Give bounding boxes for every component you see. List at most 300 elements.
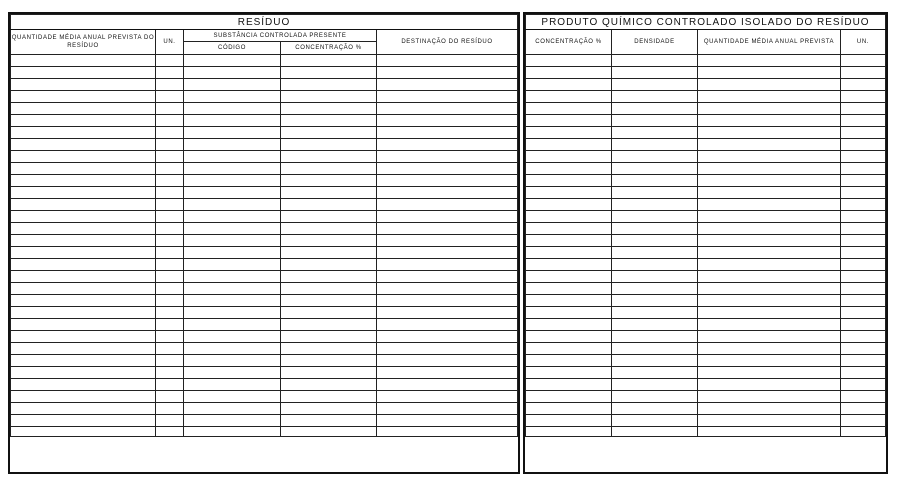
- table-cell[interactable]: [698, 343, 841, 355]
- table-cell[interactable]: [156, 115, 184, 127]
- table-cell[interactable]: [612, 271, 698, 283]
- table-cell[interactable]: [11, 367, 156, 379]
- table-cell[interactable]: [184, 115, 281, 127]
- table-cell[interactable]: [11, 379, 156, 391]
- table-cell[interactable]: [698, 319, 841, 331]
- table-row: [526, 139, 886, 151]
- table-cell[interactable]: [11, 67, 156, 79]
- table-cell[interactable]: [841, 175, 886, 187]
- table-cell[interactable]: [526, 163, 612, 175]
- table-cell[interactable]: [526, 319, 612, 331]
- table-cell[interactable]: [156, 235, 184, 247]
- table-cell[interactable]: [184, 367, 281, 379]
- table-cell[interactable]: [612, 295, 698, 307]
- table-cell[interactable]: [377, 355, 518, 367]
- table-row: [11, 127, 518, 139]
- table-cell[interactable]: [11, 139, 156, 151]
- table-cell[interactable]: [156, 355, 184, 367]
- table-cell[interactable]: [11, 187, 156, 199]
- table-cell[interactable]: [156, 295, 184, 307]
- table-cell[interactable]: [698, 403, 841, 415]
- table-cell[interactable]: [526, 79, 612, 91]
- table-cell[interactable]: [11, 295, 156, 307]
- table-cell[interactable]: [184, 247, 281, 259]
- table-cell[interactable]: [841, 379, 886, 391]
- table-cell[interactable]: [841, 355, 886, 367]
- table-cell[interactable]: [156, 55, 184, 67]
- table-cell[interactable]: [11, 91, 156, 103]
- table-cell[interactable]: [526, 55, 612, 67]
- table-cell[interactable]: [526, 415, 612, 427]
- table-cell[interactable]: [841, 367, 886, 379]
- table-cell[interactable]: [698, 331, 841, 343]
- table-cell[interactable]: [377, 235, 518, 247]
- table-cell[interactable]: [184, 127, 281, 139]
- table-cell[interactable]: [377, 151, 518, 163]
- table-cell[interactable]: [612, 139, 698, 151]
- table-cell[interactable]: [698, 103, 841, 115]
- table-cell[interactable]: [11, 127, 156, 139]
- table-row: [11, 55, 518, 67]
- table-cell[interactable]: [184, 67, 281, 79]
- table-cell[interactable]: [11, 199, 156, 211]
- table-cell[interactable]: [698, 151, 841, 163]
- table-cell[interactable]: [184, 211, 281, 223]
- table-cell[interactable]: [184, 319, 281, 331]
- table-cell[interactable]: [156, 391, 184, 403]
- table-cell[interactable]: [841, 295, 886, 307]
- table-cell[interactable]: [526, 91, 612, 103]
- table-cell[interactable]: [698, 175, 841, 187]
- table-cell[interactable]: [612, 283, 698, 295]
- table-cell[interactable]: [612, 223, 698, 235]
- table-cell[interactable]: [698, 55, 841, 67]
- table-cell[interactable]: [612, 307, 698, 319]
- table-cell[interactable]: [841, 91, 886, 103]
- table-cell[interactable]: [156, 67, 184, 79]
- table-cell[interactable]: [698, 67, 841, 79]
- table-cell[interactable]: [377, 163, 518, 175]
- table-cell[interactable]: [526, 379, 612, 391]
- table-cell[interactable]: [281, 391, 377, 403]
- table-cell[interactable]: [698, 163, 841, 175]
- table-cell[interactable]: [841, 199, 886, 211]
- table-cell[interactable]: [184, 271, 281, 283]
- table-cell[interactable]: [281, 187, 377, 199]
- table-cell[interactable]: [377, 379, 518, 391]
- table-cell[interactable]: [11, 427, 156, 437]
- table-cell[interactable]: [841, 307, 886, 319]
- table-cell[interactable]: [281, 379, 377, 391]
- table-cell[interactable]: [698, 379, 841, 391]
- table-cell[interactable]: [377, 247, 518, 259]
- table-cell[interactable]: [526, 199, 612, 211]
- table-cell[interactable]: [156, 259, 184, 271]
- table-cell[interactable]: [841, 319, 886, 331]
- table-cell[interactable]: [156, 331, 184, 343]
- table-cell[interactable]: [281, 91, 377, 103]
- table-cell[interactable]: [526, 103, 612, 115]
- table-cell[interactable]: [377, 199, 518, 211]
- table-cell[interactable]: [281, 271, 377, 283]
- table-cell[interactable]: [11, 247, 156, 259]
- table-cell[interactable]: [841, 331, 886, 343]
- table-cell[interactable]: [377, 103, 518, 115]
- table-cell[interactable]: [11, 151, 156, 163]
- table-cell[interactable]: [11, 115, 156, 127]
- table-cell[interactable]: [184, 343, 281, 355]
- table-cell[interactable]: [281, 127, 377, 139]
- table-cell[interactable]: [841, 283, 886, 295]
- table-cell[interactable]: [612, 415, 698, 427]
- table-cell[interactable]: [281, 55, 377, 67]
- table-cell[interactable]: [184, 163, 281, 175]
- table-cell[interactable]: [841, 187, 886, 199]
- table-cell[interactable]: [841, 247, 886, 259]
- table-cell[interactable]: [377, 115, 518, 127]
- table-cell[interactable]: [377, 91, 518, 103]
- table-cell[interactable]: [184, 91, 281, 103]
- table-cell[interactable]: [612, 379, 698, 391]
- table-cell[interactable]: [612, 319, 698, 331]
- table-cell[interactable]: [11, 331, 156, 343]
- table-cell[interactable]: [281, 319, 377, 331]
- table-cell[interactable]: [698, 139, 841, 151]
- table-cell[interactable]: [377, 307, 518, 319]
- table-cell[interactable]: [377, 223, 518, 235]
- table-cell[interactable]: [841, 163, 886, 175]
- table-cell[interactable]: [841, 235, 886, 247]
- table-cell[interactable]: [612, 211, 698, 223]
- table-cell[interactable]: [281, 163, 377, 175]
- table-cell[interactable]: [612, 355, 698, 367]
- table-cell[interactable]: [281, 211, 377, 223]
- table-cell[interactable]: [184, 283, 281, 295]
- table-cell[interactable]: [841, 103, 886, 115]
- table-cell[interactable]: [377, 403, 518, 415]
- table-cell[interactable]: [156, 211, 184, 223]
- table-cell[interactable]: [11, 223, 156, 235]
- table-cell[interactable]: [281, 79, 377, 91]
- table-cell[interactable]: [526, 343, 612, 355]
- table-cell[interactable]: [184, 151, 281, 163]
- table-cell[interactable]: [612, 343, 698, 355]
- table-cell[interactable]: [11, 343, 156, 355]
- table-cell[interactable]: [526, 187, 612, 199]
- table-row: [526, 211, 886, 223]
- table-cell[interactable]: [281, 67, 377, 79]
- table-cell[interactable]: [377, 127, 518, 139]
- table-cell[interactable]: [698, 115, 841, 127]
- table-cell[interactable]: [11, 235, 156, 247]
- table-cell[interactable]: [377, 259, 518, 271]
- table-cell[interactable]: [377, 295, 518, 307]
- table-cell[interactable]: [184, 199, 281, 211]
- table-cell[interactable]: [841, 403, 886, 415]
- table-cell[interactable]: [281, 103, 377, 115]
- table-cell[interactable]: [281, 427, 377, 437]
- table-row: [11, 283, 518, 295]
- table-cell[interactable]: [612, 175, 698, 187]
- table-cell[interactable]: [156, 199, 184, 211]
- table-cell[interactable]: [377, 271, 518, 283]
- table-cell[interactable]: [698, 355, 841, 367]
- table-cell[interactable]: [11, 403, 156, 415]
- table-cell[interactable]: [526, 67, 612, 79]
- table-cell[interactable]: [698, 259, 841, 271]
- table-cell[interactable]: [156, 283, 184, 295]
- table-cell[interactable]: [612, 127, 698, 139]
- table-cell[interactable]: [526, 331, 612, 343]
- table-cell[interactable]: [377, 415, 518, 427]
- table-cell[interactable]: [612, 79, 698, 91]
- table-cell[interactable]: [156, 139, 184, 151]
- table-cell[interactable]: [156, 79, 184, 91]
- table-cell[interactable]: [184, 427, 281, 437]
- table-cell[interactable]: [184, 307, 281, 319]
- table-cell[interactable]: [698, 247, 841, 259]
- table-cell[interactable]: [841, 259, 886, 271]
- table-cell[interactable]: [281, 115, 377, 127]
- table-cell[interactable]: [184, 331, 281, 343]
- table-cell[interactable]: [526, 403, 612, 415]
- table-cell[interactable]: [377, 427, 518, 437]
- table-cell[interactable]: [156, 91, 184, 103]
- table-cell[interactable]: [184, 391, 281, 403]
- densidade-header: DENSIDADE: [612, 30, 698, 55]
- table-cell[interactable]: [156, 319, 184, 331]
- table-cell[interactable]: [156, 175, 184, 187]
- table-cell[interactable]: [156, 187, 184, 199]
- table-cell[interactable]: [698, 127, 841, 139]
- table-cell[interactable]: [526, 307, 612, 319]
- table-cell[interactable]: [11, 79, 156, 91]
- table-cell[interactable]: [526, 283, 612, 295]
- table-cell[interactable]: [281, 199, 377, 211]
- table-cell[interactable]: [184, 139, 281, 151]
- table-cell[interactable]: [612, 367, 698, 379]
- table-cell[interactable]: [11, 211, 156, 223]
- table-cell[interactable]: [11, 415, 156, 427]
- table-cell[interactable]: [612, 403, 698, 415]
- table-cell[interactable]: [612, 103, 698, 115]
- table-cell[interactable]: [526, 271, 612, 283]
- table-cell[interactable]: [156, 415, 184, 427]
- table-cell[interactable]: [698, 295, 841, 307]
- table-cell[interactable]: [612, 391, 698, 403]
- table-cell[interactable]: [281, 295, 377, 307]
- table-cell[interactable]: [698, 211, 841, 223]
- table-cell[interactable]: [612, 151, 698, 163]
- table-cell[interactable]: [698, 223, 841, 235]
- table-cell[interactable]: [612, 235, 698, 247]
- table-cell[interactable]: [612, 247, 698, 259]
- table-cell[interactable]: [526, 367, 612, 379]
- table-cell[interactable]: [698, 199, 841, 211]
- table-cell[interactable]: [526, 139, 612, 151]
- table-cell[interactable]: [184, 355, 281, 367]
- table-cell[interactable]: [377, 175, 518, 187]
- table-cell[interactable]: [281, 247, 377, 259]
- table-cell[interactable]: [377, 391, 518, 403]
- table-cell[interactable]: [11, 307, 156, 319]
- table-cell[interactable]: [526, 223, 612, 235]
- table-cell[interactable]: [281, 415, 377, 427]
- table-cell[interactable]: [377, 283, 518, 295]
- table-cell[interactable]: [281, 367, 377, 379]
- table-cell[interactable]: [377, 139, 518, 151]
- table-row: [11, 319, 518, 331]
- table-cell[interactable]: [377, 367, 518, 379]
- table-row: [526, 415, 886, 427]
- table-cell[interactable]: [184, 187, 281, 199]
- table-cell[interactable]: [377, 319, 518, 331]
- table-cell[interactable]: [841, 55, 886, 67]
- table-cell[interactable]: [526, 247, 612, 259]
- table-cell[interactable]: [526, 427, 612, 437]
- table-cell[interactable]: [612, 331, 698, 343]
- table-cell[interactable]: [841, 343, 886, 355]
- table-cell[interactable]: [526, 235, 612, 247]
- table-cell[interactable]: [526, 259, 612, 271]
- table-cell[interactable]: [841, 151, 886, 163]
- table-cell[interactable]: [184, 415, 281, 427]
- table-cell[interactable]: [377, 67, 518, 79]
- table-cell[interactable]: [156, 271, 184, 283]
- table-cell[interactable]: [11, 259, 156, 271]
- table-cell[interactable]: [11, 175, 156, 187]
- table-cell[interactable]: [156, 343, 184, 355]
- table-cell[interactable]: [184, 379, 281, 391]
- table-cell[interactable]: [156, 151, 184, 163]
- table-cell[interactable]: [841, 67, 886, 79]
- table-cell[interactable]: [698, 91, 841, 103]
- table-cell[interactable]: [526, 391, 612, 403]
- table-cell[interactable]: [281, 235, 377, 247]
- table-cell[interactable]: [281, 355, 377, 367]
- table-cell[interactable]: [377, 187, 518, 199]
- table-cell[interactable]: [184, 175, 281, 187]
- table-cell[interactable]: [156, 427, 184, 437]
- table-cell[interactable]: [526, 211, 612, 223]
- table-cell[interactable]: [841, 223, 886, 235]
- table-cell[interactable]: [281, 331, 377, 343]
- table-row: [11, 115, 518, 127]
- table-cell[interactable]: [184, 223, 281, 235]
- table-cell[interactable]: [156, 127, 184, 139]
- table-cell[interactable]: [11, 103, 156, 115]
- table-cell[interactable]: [11, 355, 156, 367]
- table-cell[interactable]: [612, 55, 698, 67]
- table-cell[interactable]: [156, 367, 184, 379]
- table-cell[interactable]: [841, 211, 886, 223]
- table-cell[interactable]: [698, 187, 841, 199]
- table-cell[interactable]: [11, 283, 156, 295]
- table-cell[interactable]: [612, 115, 698, 127]
- table-cell[interactable]: [184, 103, 281, 115]
- table-cell[interactable]: [841, 79, 886, 91]
- table-cell[interactable]: [156, 223, 184, 235]
- table-cell[interactable]: [11, 55, 156, 67]
- table-cell[interactable]: [612, 427, 698, 437]
- table-cell[interactable]: [841, 127, 886, 139]
- table-cell[interactable]: [281, 139, 377, 151]
- table-row: [526, 223, 886, 235]
- table-cell[interactable]: [377, 343, 518, 355]
- table-cell[interactable]: [156, 103, 184, 115]
- table-cell[interactable]: [526, 115, 612, 127]
- table-cell[interactable]: [184, 403, 281, 415]
- table-cell[interactable]: [377, 211, 518, 223]
- table-cell[interactable]: [612, 187, 698, 199]
- table-cell[interactable]: [11, 319, 156, 331]
- table-cell[interactable]: [698, 271, 841, 283]
- table-cell[interactable]: [11, 391, 156, 403]
- table-cell[interactable]: [612, 163, 698, 175]
- table-cell[interactable]: [698, 427, 841, 437]
- table-cell[interactable]: [698, 391, 841, 403]
- table-cell[interactable]: [841, 391, 886, 403]
- table-cell[interactable]: [281, 403, 377, 415]
- table-cell[interactable]: [612, 91, 698, 103]
- table-cell[interactable]: [11, 163, 156, 175]
- table-cell[interactable]: [526, 127, 612, 139]
- table-cell[interactable]: [841, 115, 886, 127]
- table-row: [526, 79, 886, 91]
- table-cell[interactable]: [612, 259, 698, 271]
- table-cell[interactable]: [281, 283, 377, 295]
- table-row: [526, 235, 886, 247]
- table-cell[interactable]: [156, 307, 184, 319]
- table-cell[interactable]: [184, 259, 281, 271]
- table-cell[interactable]: [612, 67, 698, 79]
- table-cell[interactable]: [841, 139, 886, 151]
- table-cell[interactable]: [11, 271, 156, 283]
- table-cell[interactable]: [698, 235, 841, 247]
- table-cell[interactable]: [377, 331, 518, 343]
- table-cell[interactable]: [698, 367, 841, 379]
- table-cell[interactable]: [526, 175, 612, 187]
- table-cell[interactable]: [841, 271, 886, 283]
- table-cell[interactable]: [526, 295, 612, 307]
- table-cell[interactable]: [841, 427, 886, 437]
- table-cell[interactable]: [526, 355, 612, 367]
- table-cell[interactable]: [526, 151, 612, 163]
- table-cell[interactable]: [698, 283, 841, 295]
- table-cell[interactable]: [698, 79, 841, 91]
- table-cell[interactable]: [184, 235, 281, 247]
- table-cell[interactable]: [281, 223, 377, 235]
- table-cell[interactable]: [377, 79, 518, 91]
- table-cell[interactable]: [612, 199, 698, 211]
- table-cell[interactable]: [184, 55, 281, 67]
- table-cell[interactable]: [281, 307, 377, 319]
- table-cell[interactable]: [156, 247, 184, 259]
- table-cell[interactable]: [698, 415, 841, 427]
- table-cell[interactable]: [184, 295, 281, 307]
- table-cell[interactable]: [841, 415, 886, 427]
- table-cell[interactable]: [156, 163, 184, 175]
- table-cell[interactable]: [281, 175, 377, 187]
- table-cell[interactable]: [377, 55, 518, 67]
- table-cell[interactable]: [281, 151, 377, 163]
- table-cell[interactable]: [184, 79, 281, 91]
- table-cell[interactable]: [281, 259, 377, 271]
- table-cell[interactable]: [698, 307, 841, 319]
- table-cell[interactable]: [281, 343, 377, 355]
- table-cell[interactable]: [156, 403, 184, 415]
- table-cell[interactable]: [156, 379, 184, 391]
